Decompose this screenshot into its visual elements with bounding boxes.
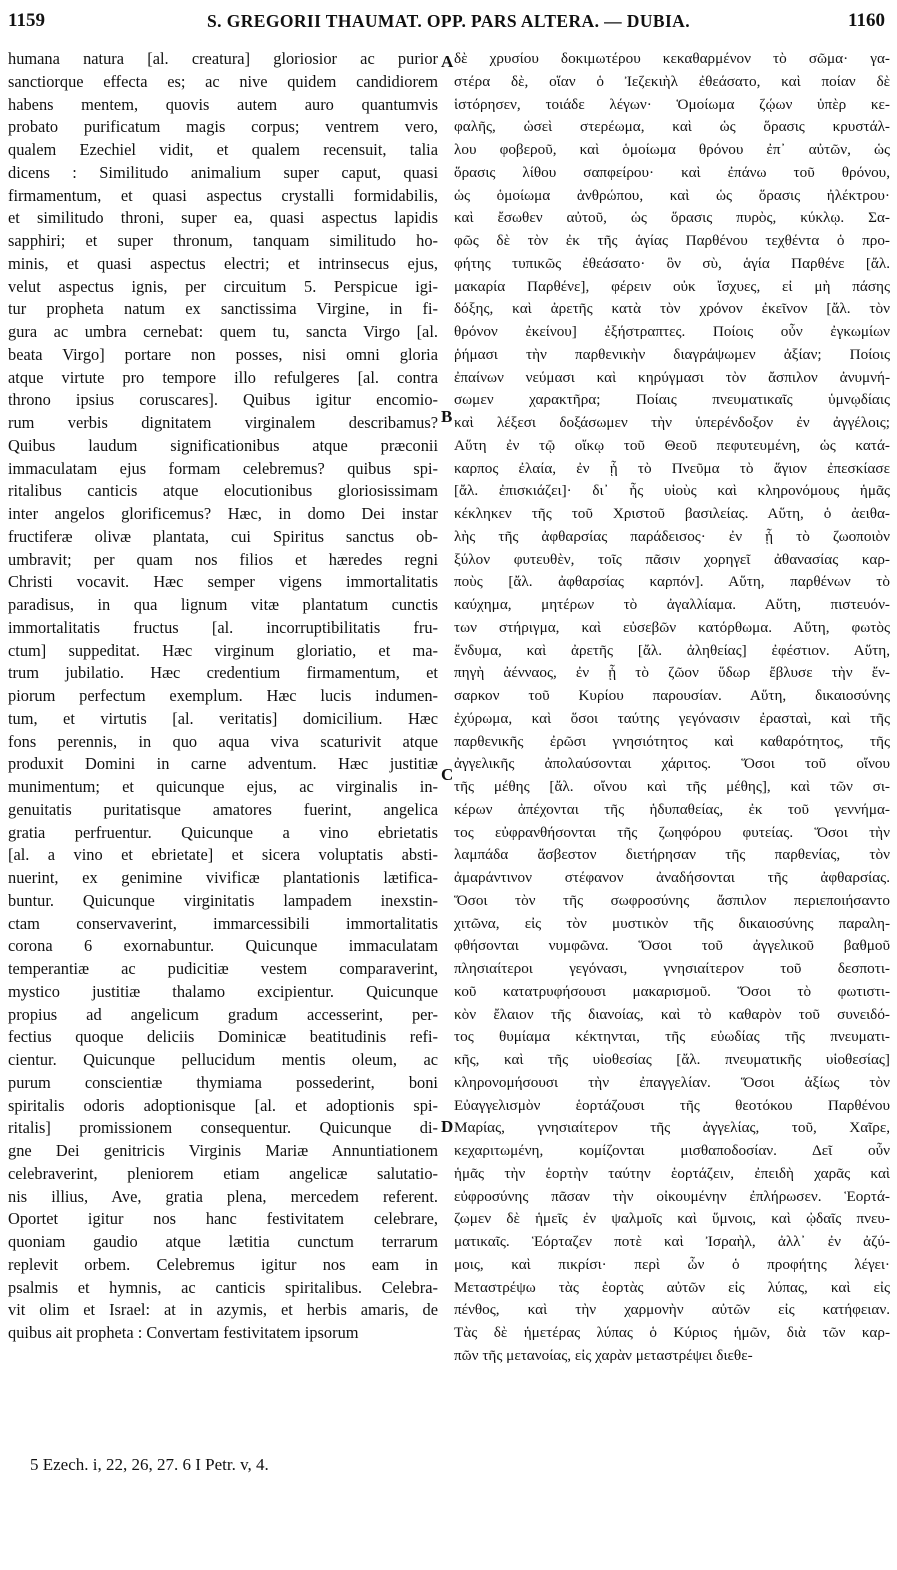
latin-text-line: quibus ait propheta : Convertam festivitatem ipsorum [8, 1323, 359, 1342]
greek-text-line: παρθενικῆς ἐρῶσι γνησιότητος καὶ καθαρότητος, τῆς [454, 732, 890, 750]
greek-text-line: σαρκον τοῦ Κυρίου παρουσίαν. Αὕτη, δικαιοσύνης [454, 687, 890, 704]
greek-text-line: μοις, καὶ πικρίσι· περὶ ὧν ὁ προφήτης λέγει· [454, 1255, 890, 1273]
greek-text-line: ἀγγελικῆς ἀπολαύσονται χάριτος. Ὅσοι τοῦ οἴνου [454, 755, 890, 773]
greek-text-line: λὴς τῆς ἀφθαρσίας παράδεισος· ἐν ᾗ τὸ ζωοποιὸν [454, 527, 890, 545]
latin-text-line: ctam conservaverint, immarcessibili immortalitatis [8, 913, 438, 933]
greek-text-line: τῆς μέθης [ἄλ. οἴνου καὶ τῆς μέθης], καὶ τῶν σι- [454, 778, 890, 795]
greek-text-line: Εὐαγγελισμὸν ἑορτάζουσι τῆς θεοτόκου Παρθένου [454, 1096, 890, 1114]
latin-text-line: firmamentum, et quasi aspectus crystalli formidabilis, [8, 185, 438, 205]
page-number-right: 1160 [848, 10, 885, 31]
latin-text-line: ctum] suppeditat. Hæc virginum gloriatio, et ma- [8, 640, 438, 660]
latin-text-line: inter angelos glorificemus? Hæc, in domo Dei instar [8, 504, 438, 523]
greek-text-line: χιτῶνα, εἰς τὸν μυστικὸν τῆς δικαιοσύνης παραλη- [454, 914, 890, 932]
latin-text-line: probato purificatum magis corpus; ventrem vero, [8, 117, 438, 137]
greek-text-line: Μαρίας, γνησιαίτερον τῆς ἀγγελίας, τοῦ, Χαῖρε, [454, 1119, 890, 1137]
latin-text-line: fectius quoque deliciis Dominicæ beatitudinis refi- [8, 1027, 438, 1047]
greek-text-line: ἱστόρησεν, τοιάδε λέγων· Ὁμοίωμα ζῴων ὑπὲρ κε- [454, 95, 890, 113]
greek-text-line: Ὅσοι τὸν τῆς σωφροσύνης ἄσπιλον περιεποιήσαντο [454, 891, 890, 909]
latin-text-line: atque virtute pro tempore illo refulgeres [al. contra [8, 367, 438, 387]
latin-column [8, 48, 438, 1345]
greek-text-line: λαμπάδα ἄσβεστον διετήρησαν τῆς παρθενίας, τὸν [454, 846, 890, 864]
latin-text-line: Oportet igitur nos hanc festivitatem celebrare, [8, 1209, 438, 1229]
latin-text-line: Christi vocavit. Hæc semper vigens immortalitatis [8, 572, 438, 592]
greek-text-line: φαλῆς, ὡσεὶ στερέωμα, καὶ ὡς ὅρασις κρυστάλ- [454, 118, 890, 136]
latin-text-line: immaculatam ejus formam celebremus? quibus spi- [8, 458, 438, 478]
greek-text-line: καὶ ἔσωθεν αὐτοῦ, ὡς ὅρασις πυρὸς, κύκλῳ. Σα- [454, 209, 890, 227]
greek-text-line: κῆς, καὶ τῆς υἱοθεσίας [ἄλ. πνευματικῆς υἱοθεσίας] [454, 1051, 890, 1068]
latin-text-line: ritalibus canticis atque elocutionibus gloriosissimam [8, 481, 438, 501]
greek-text-line: Αὕτη ἐν τῷ οἴκῳ τοῦ Θεοῦ πεφυτευμένη, ὡς κατά- [454, 436, 890, 454]
greek-text-line: πῶν τῆς μετανοίας, εἰς χαρὰν μεταστρέψει διεθε- [454, 1346, 753, 1364]
greek-text-line: των στήριγμα, καὶ εὐσεβῶν κατόρθωμα. Αὕτη, φωτὸς [454, 618, 890, 636]
latin-text-line: propius ad angelicum gradum accesserint, per- [8, 1004, 438, 1024]
latin-text-line: gne Dei genitricis Virginis Mariæ Annuntiationem [8, 1141, 438, 1160]
latin-text-line: umbravit; per quam nos filios et hæredes regni [8, 549, 438, 569]
latin-text-line: nis illius, Ave, gratia plena, mercedem referent. [8, 1186, 438, 1206]
greek-text-line: ἡμᾶς τὴν ἑορτὴν ταύτην ἑορτάζειν, ἐπειδὴ χαρᾶς καὶ [454, 1164, 890, 1182]
greek-text-line: στέρα δὲ, οἵαν ὁ Ἰεζεκιὴλ ἐθεάσατο, καὶ ποίαν δὲ [454, 72, 890, 90]
greek-text-line: Μεταστρέψω τὰς ἑορτὰς αὐτῶν εἰς λύπας, καὶ εἰς [454, 1278, 890, 1296]
greek-text-line: πηγὴ ἀένναος, ἐν ᾗ τὸ ζῶον ὕδωρ ἔβλυσε τὴν ἔν- [454, 664, 890, 682]
greek-column [454, 48, 890, 1368]
footnotes: 5 Ezech. i, 22, 26, 27. 6 I Petr. v, 4. [30, 1455, 269, 1474]
latin-text-line: qualem Ezechiel vidit, et qualem recensuit, talia [8, 140, 438, 159]
margin-letter-a: A [441, 52, 454, 71]
latin-text-line: fructiferæ olivæ plantata, cui Spiritus sanctus ob- [8, 526, 438, 546]
latin-text-line: buntur. Quicunque virginitatis lampadem inexstin- [8, 890, 438, 910]
greek-text-line: ἐχύρωμα, καὶ ὅσοι ταύτης γεγόνασιν ἐρασταὶ, καὶ τῆς [454, 709, 890, 727]
margin-letter-d: D [441, 1117, 454, 1136]
latin-text-line: fons perennis, in quo aqua viva scaturivit atque [8, 731, 438, 751]
greek-text-line: ἔνδυμα, καὶ ἀρετῆς [ἄλ. ἀληθείας] ἐφέστιον. Αὕτη, [454, 641, 890, 659]
greek-text-line: ἐπαίνων νεύμασι καὶ κηρύγμασι τὸν ἄσπιλον ἀνυμνή- [454, 368, 890, 386]
greek-text-line: κὸν ἔλαιον τῆς διανοίας, καὶ τὸ καθαρὸν τοῦ συνειδό- [454, 1005, 890, 1023]
latin-text-line: vit olim et Israel: at in azymis, et herbis amaris, de [8, 1300, 438, 1320]
latin-text-line: et similitudo throni, super ea, quasi aspectus lapidis [8, 208, 438, 228]
latin-text-line: tur propheta natum ex sanctissima Virgine, in fi- [8, 299, 438, 319]
latin-text-line: gura ac umbra cernebat: quem tu, sancta Virgo [al. [8, 322, 438, 341]
page-number-left: 1159 [8, 10, 45, 31]
greek-text-line: πένθος, καὶ τὴν χαρμονὴν αὐτῶν εἰς κατήφειαν. [454, 1301, 890, 1319]
latin-text-line: trum jubilatio. Hæc credentium firmamentum, et [8, 663, 438, 683]
latin-text-line: Quibus laudum significationibus atque præconii [8, 435, 438, 455]
latin-text-line: velut aspectus ignis, per circuitum 5. Perspicue igi- [8, 276, 438, 296]
greek-text-line: Τὰς δὲ ἡμετέρας λύπας ὁ Κύριος ἡμῶν, διὰ τῶν καρ- [454, 1324, 890, 1341]
latin-text-line: nuerint, ex genimine vivificæ plantationis lætifica- [8, 868, 438, 887]
latin-text-line: ritalis] promissionem consequentur. Quicunque di- [8, 1118, 438, 1138]
latin-text-line: tum, et virtutis [al. veritatis] domicilium. Hæc [8, 708, 438, 728]
greek-text-line: ῥήμασι τὴν παρθενικὴν διαγράψωμεν ἀξίαν; Ποίοις [454, 345, 890, 363]
latin-text-line: paradisus, in qua lignum vitæ plantatum cunctis [8, 595, 438, 614]
page-header [0, 10, 897, 38]
greek-text-line: φήτης τυπικῶς ἐθεάσατο· ὃν σὺ, ἁγία Παρθένε [ἄλ. [454, 254, 890, 272]
greek-text-line: θρόνον ἐκείνου] ἐξήστραπτες. Ποίοις οὖν ἐγκωμίων [454, 323, 890, 340]
greek-text-line: φῶς δὲ τὸν ἐκ τῆς ἁγίας Παρθένου τεχθέντα ὁ προ- [454, 232, 890, 249]
latin-text-line: gratia perfruentur. Quicunque a vino ebrietatis [8, 822, 438, 842]
latin-text-line: dicens : Similitudo animalium super caput, quasi [8, 162, 438, 182]
greek-text-line: ζωμεν δὲ ἡμεῖς ἐν ψαλμοῖς καὶ ὕμνοις, καὶ ᾠδαῖς πνευ- [454, 1210, 890, 1228]
greek-text-line: πλησιαίτεροι γεγόνασι, γνησιαίτερον τοῦ δεσποτι- [454, 960, 890, 977]
latin-text-line: piorum perfectum exemplum. Hæc lucis indumen- [8, 686, 438, 705]
greek-text-line: ποὺς [ἄλ. ἀφθαρσίας καρπόν]. Αὕτη, παρθένων τὸ [454, 573, 890, 591]
greek-text-line: κληρονομήσουσι τὴν ἐπαγγελίαν. Ὅσοι ἀξίως τὸν [454, 1073, 890, 1091]
greek-text-line: δὲ χρυσίου δοκιμωτέρου κεκαθαρμένον τὸ σῶμα· γα- [454, 50, 890, 67]
latin-text-line: spiritalis odoris adoptionisque [al. et adoptionis spi- [8, 1095, 438, 1115]
greek-text-line: κέρων ἀπέχονται τῆς ἡδυπαθείας, ἐκ τοῦ γεννήμα- [454, 800, 890, 818]
greek-text-line: μακαρία Παρθένε], φέρειν οὐκ ἴσχυες, εἰ μὴ πάσης [454, 277, 890, 295]
latin-text-line: temperantiæ ac pudicitiæ vestem comparaverint, [8, 959, 438, 978]
greek-text-line: κεχαριτωμένη, κομίζονται μισθαποδοσίαν. Δεῖ οὖν [454, 1142, 890, 1159]
latin-text-line: psalmis et hymnis, ac canticis spiritalibus. Celebra- [8, 1277, 438, 1297]
greek-text-line: εὐφροσύνης πᾶσαν τὴν οἰκουμένην ἐπλήρωσεν. Ἑορτά- [454, 1187, 890, 1205]
latin-text-line: purum conscientiæ thymiama possederint, boni [8, 1072, 438, 1092]
latin-text-line: quoniam gaudio atque lætitia cunctum terrarum [8, 1232, 438, 1251]
latin-text-line: throno ipsius coruscares]. Quibus igitur encomio- [8, 390, 438, 410]
latin-text-line: [al. a vino et ebrietate] et sicera voluptatis absti- [8, 845, 438, 865]
latin-text-line: sanctiorque effecta es; ac nive quidem candidiorem [8, 71, 438, 91]
latin-text-line: immortalitatis fructus [al. incorruptibilitatis fru- [8, 617, 438, 637]
latin-text-line: celebraverint, pleniorem etiam angelicæ salutatio- [8, 1163, 438, 1183]
greek-text-line: ξύλον φυτευθὲν, τοῖς πᾶσιν χορηγεῖ ἀθανασίας καρ- [454, 550, 890, 568]
margin-letter-c: C [441, 765, 454, 784]
latin-text-line: genuitatis puritatisque amatores fuerint, angelica [8, 799, 438, 819]
latin-text-line: sapphiri; et super thronum, tanquam similitudo ho- [8, 231, 438, 250]
greek-text-line: ὡς ὁμοίωμα ἀνθρώπου, καὶ ὡς ὅρασις ἠλέκτρου· [454, 186, 890, 204]
greek-text-line: κοῦ κατατρυφήσουσι μακαρισμοῦ. Ὅσοι τὸ φωτιστι- [454, 982, 890, 1000]
latin-text-line: replevit orbem. Celebremus igitur nos eam in [8, 1254, 438, 1274]
latin-text-line: corona 6 exornabuntur. Quicunque immaculatam [8, 936, 438, 956]
latin-text-line: mystico justitiæ thalamo excipientur. Quicunque [8, 981, 438, 1001]
greek-text-line: κέκληκεν τῆς τοῦ Χριστοῦ βασιλείας. Αὕτη, ὁ ἀειθα- [454, 505, 890, 522]
greek-text-line: [ἄλ. ἐπισκιάζει]· δι᾽ ἧς υἱοὺς καὶ κληρονόμους ἡμᾶς [454, 482, 890, 500]
latin-text-line: rum verbis dignitatem virginalem describamus? [8, 413, 438, 432]
latin-text-line: produxit Domini in carne adventum. Hæc justitiæ [8, 754, 438, 774]
greek-text-line: φθήσονται νυμφῶνα. Ὅσοι τοῦ ἀγγελικοῦ βαθμοῦ [454, 937, 890, 955]
greek-text-line: δόξης, καὶ ἀρετῆς κατὰ τὸν χρόνον ἐκεῖνον [ἄλ. τὸν [454, 300, 890, 318]
greek-text-line: καύχημα, μητέρων τὸ ἀγαλλίαμα. Αὕτη, πιστευόν- [454, 596, 890, 613]
latin-text-line: cientur. Quicunque pellucidum mentis oleum, ac [8, 1050, 438, 1069]
greek-text-line: ἀμαράντινον στέφανον ἀναδήσονται τῆς ἀφθαρσίας. [454, 869, 890, 886]
greek-text-line: τος θυμίαμα κέκτηνται, τῆς εὐωδίας τῆς πνευματι- [454, 1028, 890, 1046]
greek-text-line: καὶ λέξεσι δοξάσωμεν τὴν ὑπερένδοξον ἐν ἀγγέλοις; [454, 414, 890, 431]
greek-text-line: ὅρασις λίθου σαπφείρου· καὶ ἐπάνω τοῦ θρόνου, [454, 163, 890, 181]
running-title: S. GREGORII THAUMAT. OPP. PARS ALTERA. — DUBIA. [207, 11, 690, 31]
greek-text-line: ματικαῖς. Ἑόρταζεν ποτὲ καὶ Ἰσραὴλ, ἀλλ᾽ ἐν ἀζύ- [454, 1233, 890, 1250]
margin-letter-b: B [441, 407, 453, 426]
latin-text-line: humana natura [al. creatura] gloriosior ac purior [8, 49, 438, 68]
latin-text-line: munimentum; et quicunque ejus, ac virginalis in- [8, 777, 438, 796]
latin-text-line: beata Virgo] portare non posses, nisi omni gloria [8, 344, 438, 364]
greek-text-line: τος εὐφρανθήσονται τῆς ζωηφόρου φυτείας. Ὅσοι τὴν [454, 823, 890, 841]
greek-text-line: καρπος ἐλαία, ἐν ᾗ τὸ Πνεῦμα τὸ ἅγιον ἐπεσκίασε [454, 459, 890, 477]
greek-text-line: λου φοβεροῦ, καὶ ὁμοίωμα θρόνου ἐπ᾽ αὐτῶν, ὡς [454, 141, 890, 158]
latin-text-line: habens mentem, quovis autem auro quantumvis [8, 94, 438, 114]
greek-text-line: σωμεν χαρακτῆρα; Ποίαις πνευματικαῖς ὑμνῳδίαις [454, 391, 890, 409]
latin-text-line: minis, et quasi aspectus electri; et intrinsecus ejus, [8, 253, 438, 273]
